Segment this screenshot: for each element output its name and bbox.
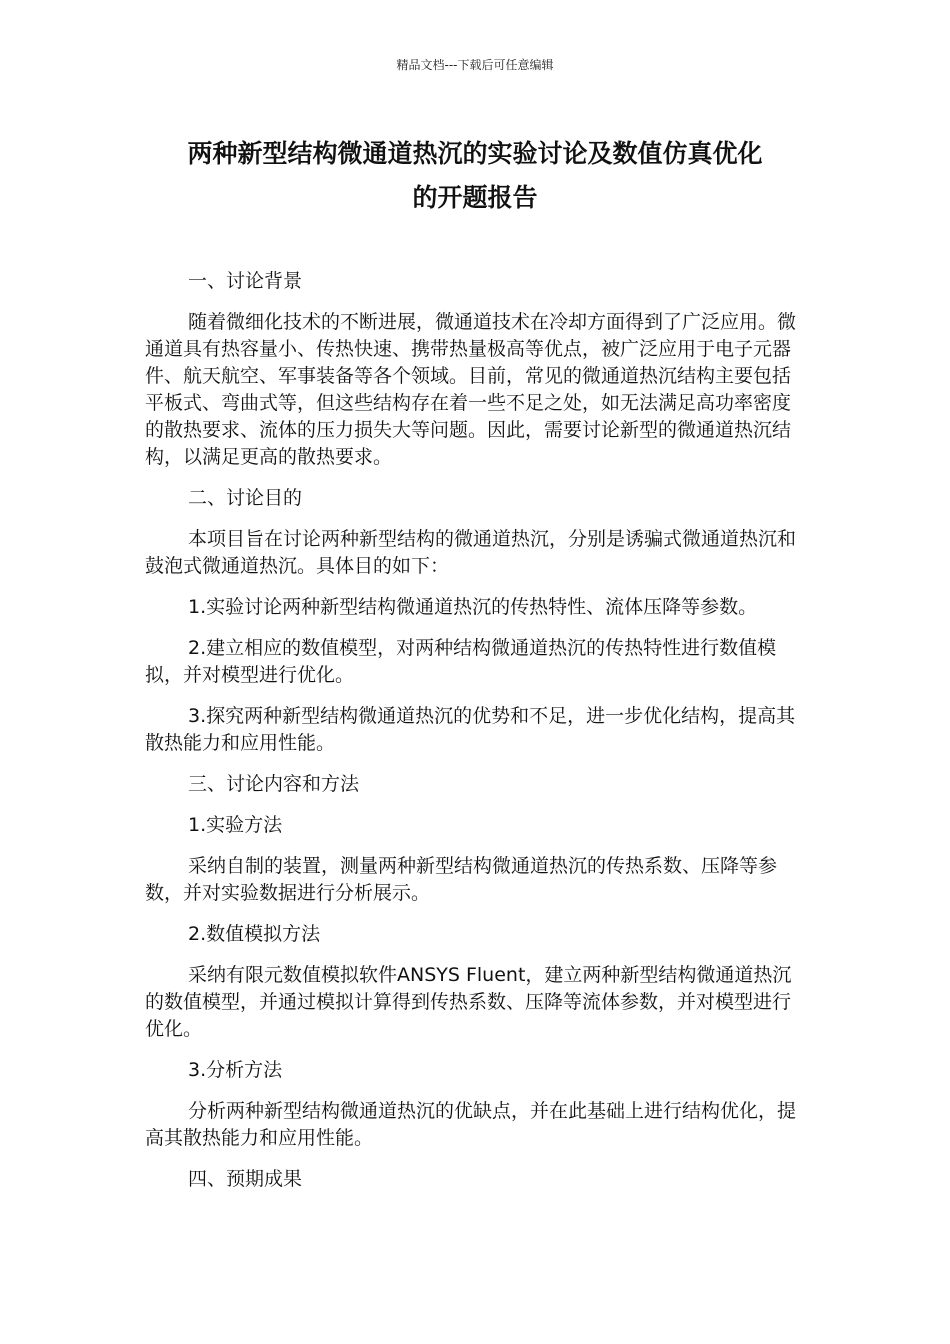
subheading-analysis-method: 3.分析方法 bbox=[188, 1059, 283, 1081]
subheading-experiment-method: 1.实验方法 bbox=[188, 814, 283, 836]
title-line-2: 的开题报告 bbox=[412, 183, 538, 212]
title-line-1: 两种新型结构微通道热沉的实验讨论及数值仿真优化 bbox=[187, 139, 763, 168]
section-heading-content-method: 三、讨论内容和方法 bbox=[188, 773, 360, 795]
section-heading-expected-results: 四、预期成果 bbox=[188, 1168, 303, 1190]
header-note: 精品文档---下载后可任意编辑 bbox=[396, 58, 554, 72]
section-heading-background: 一、讨论背景 bbox=[188, 270, 303, 292]
document-title bbox=[0, 132, 950, 220]
paragraph-simulation-method: 采纳有限元数值模拟软件ANSYS Fluent，建立两种新型结构微通道热沉的数值模型，并通过模拟计算得到传热系数、压降等流体参数，并对模型进行优化。 bbox=[145, 964, 792, 1040]
paragraph-background: 随着微细化技术的不断进展，微通道技术在冷却方面得到了广泛应用。微通道具有热容量小、传热快速、携带热量极高等优点，被广泛应用于电子元器件、航天航空、军事装备等各个领域。目前，常见的微通道热沉结构主要包括平板式、弯曲式等，但这些结构存在着一些不足之处，如无法满足高功率密度的散热要求、流体的压力损失大等问题。因此，需要讨论新型的微通道热沉结构，以满足更高的散热要求。 bbox=[145, 311, 797, 468]
purpose-item-3: 3.探究两种新型结构微通道热沉的优势和不足，进一步优化结构，提高其散热能力和应用性能。 bbox=[145, 705, 796, 754]
subheading-simulation-method: 2.数值模拟方法 bbox=[188, 923, 321, 945]
paragraph-purpose: 本项目旨在讨论两种新型结构的微通道热沉，分别是诱骗式微通道热沉和鼓泡式微通道热沉。具体目的如下： bbox=[145, 528, 797, 577]
paragraph-experiment-method: 采纳自制的装置，测量两种新型结构微通道热沉的传热系数、压降等参数，并对实验数据进行分析展示。 bbox=[145, 855, 778, 904]
section-heading-purpose: 二、讨论目的 bbox=[188, 487, 303, 509]
purpose-item-1: 1.实验讨论两种新型结构微通道热沉的传热特性、流体压降等参数。 bbox=[188, 596, 758, 618]
document-body bbox=[145, 268, 799, 1207]
purpose-item-2: 2.建立相应的数值模型，对两种结构微通道热沉的传热特性进行数值模拟，并对模型进行优化。 bbox=[145, 637, 777, 686]
paragraph-analysis-method: 分析两种新型结构微通道热沉的优缺点，并在此基础上进行结构优化，提高其散热能力和应用性能。 bbox=[145, 1100, 797, 1149]
